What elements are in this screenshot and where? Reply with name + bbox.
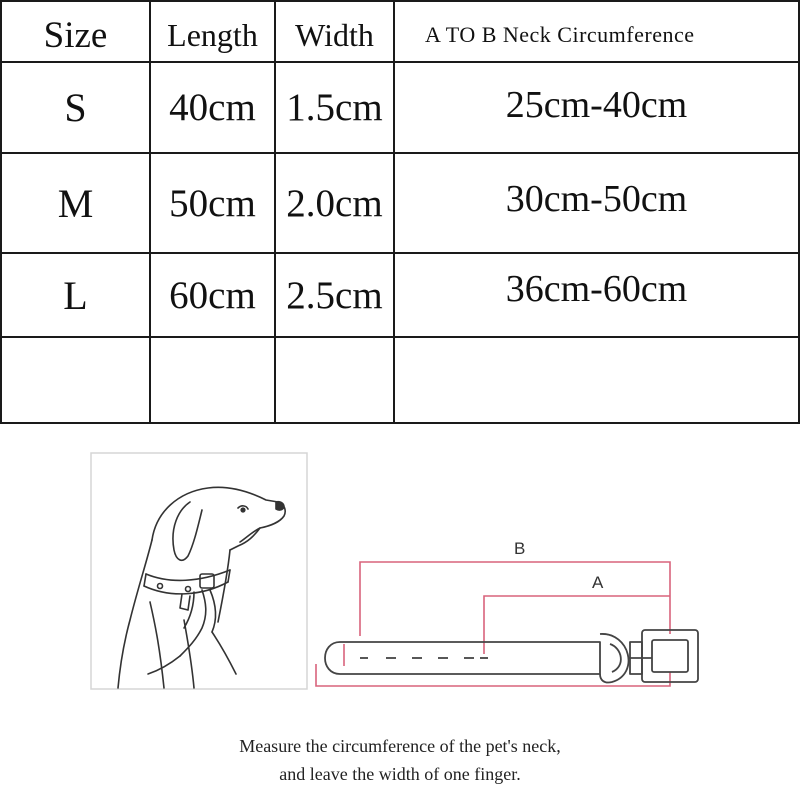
table-cell-size: M — [57, 180, 94, 226]
label-a: A — [592, 573, 604, 592]
caption-line-2: and leave the width of one finger. — [279, 764, 521, 784]
header-neck-circumference: A TO B Neck Circumference — [425, 22, 695, 47]
table-cell-width: 2.5cm — [286, 273, 383, 317]
table-cell-length: 40cm — [169, 86, 256, 129]
table-cell-neck: 30cm-50cm — [505, 178, 688, 220]
header-length: Length — [167, 16, 258, 53]
table-cell-width: 2.0cm — [286, 181, 383, 225]
dog-with-collar-icon — [90, 452, 310, 692]
header-width: Width — [295, 16, 374, 53]
table-border-top — [0, 0, 800, 2]
table-cell-neck: 36cm-60cm — [505, 268, 688, 310]
measurement-illustration — [0, 424, 800, 800]
table-cell-length: 60cm — [169, 273, 256, 317]
table-cell-size: L — [63, 272, 88, 318]
caption-line-1: Measure the circumference of the pet's neck, — [239, 736, 561, 756]
table-cell-size — [2, 338, 149, 422]
table-cell-length — [151, 338, 274, 422]
table-cell-width — [276, 338, 393, 422]
measure-b-line — [360, 562, 670, 636]
measure-base-line — [316, 664, 670, 686]
label-b: B — [514, 539, 526, 558]
table-cell-size: S — [64, 85, 87, 130]
header-size: Size — [43, 14, 108, 56]
table-cell-neck — [395, 338, 798, 422]
d-ring — [600, 634, 629, 683]
table-cell-neck: 25cm-40cm — [505, 83, 688, 126]
table-cell-width: 1.5cm — [286, 86, 383, 129]
collar-diagram — [300, 524, 740, 704]
table-cell-length: 50cm — [169, 181, 256, 225]
